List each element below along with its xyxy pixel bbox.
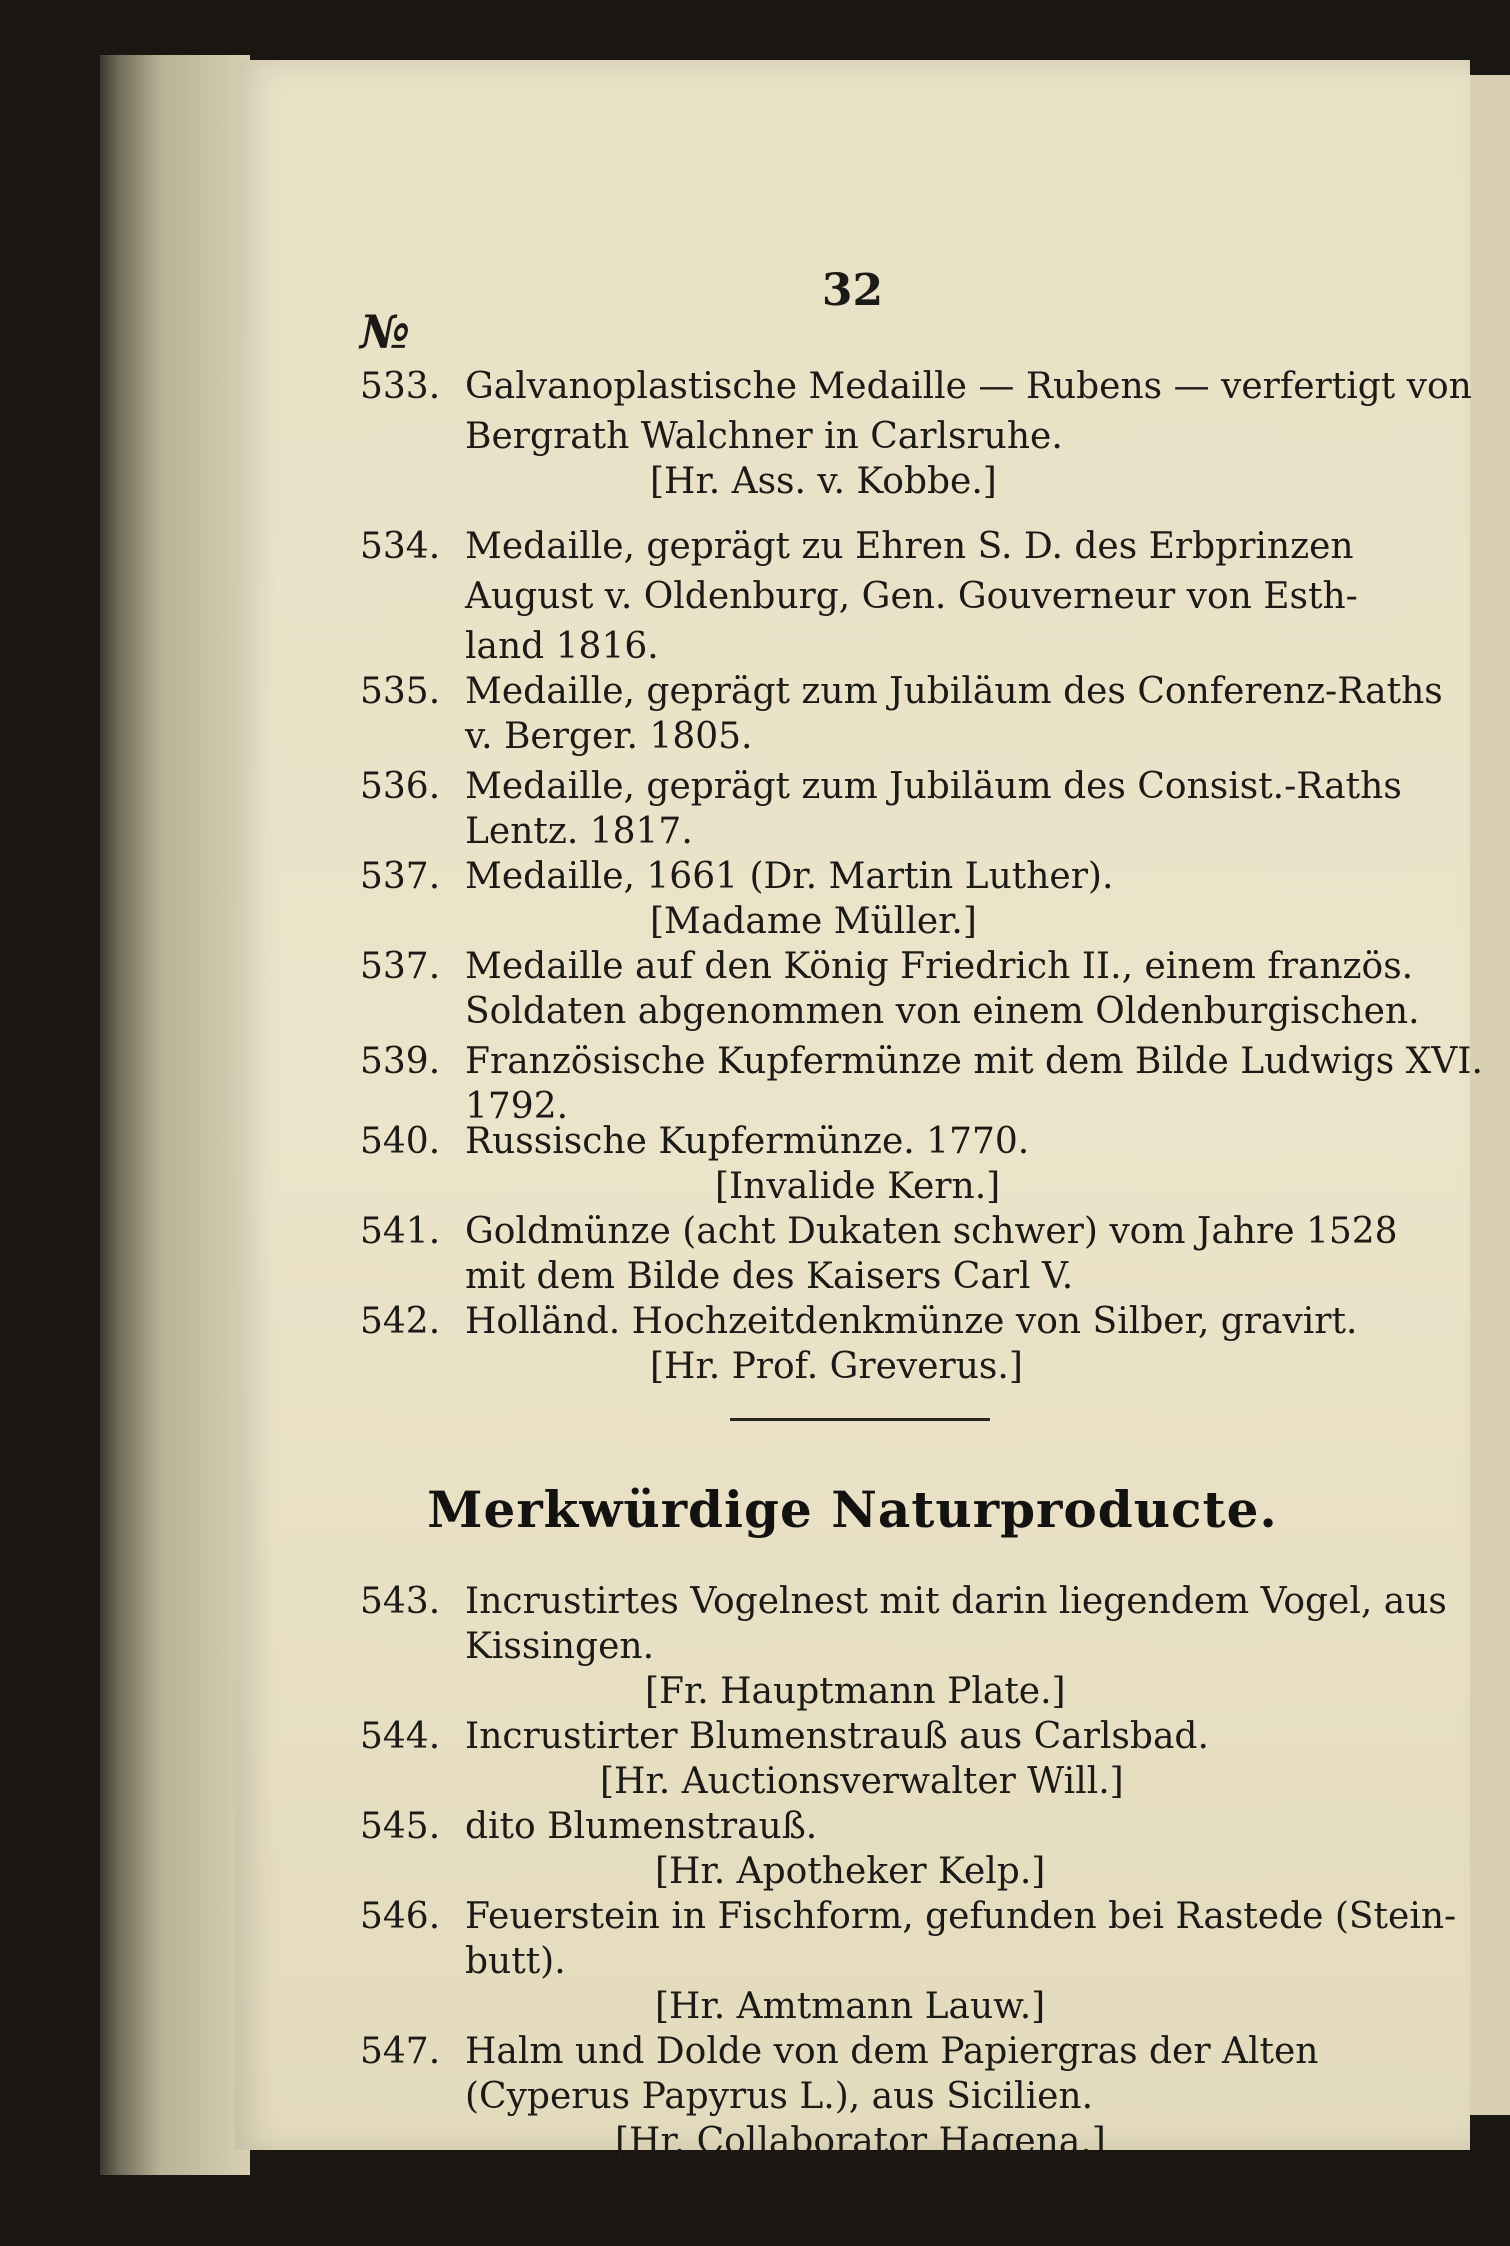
entry-536-number: 536.: [360, 766, 441, 807]
entry-536-line-2: Lentz. 1817.: [465, 811, 693, 852]
entry-541-line-2: mit dem Bilde des Kaisers Carl V.: [465, 1256, 1074, 1297]
entry-547-line-1: Halm und Dolde von dem Papiergras der Alten: [465, 2031, 1319, 2072]
document-page: [235, 60, 1483, 2162]
entry-543-donor: [Fr. Hauptmann Plate.]: [645, 1671, 1066, 1712]
entry-547-number: 547.: [360, 2031, 441, 2072]
entry-545-number: 545.: [360, 1806, 441, 1847]
book-page-edges: [100, 55, 250, 2175]
entry-534-line-3: land 1816.: [465, 626, 659, 667]
entry-541-number: 541.: [360, 1211, 441, 1252]
entry-533-donor: [Hr. Ass. v. Kobbe.]: [650, 461, 997, 502]
entry-544-donor: [Hr. Auctionsverwalter Will.]: [600, 1761, 1124, 1802]
entry-537a-donor: [Madame Müller.]: [650, 901, 977, 942]
page-number: 32: [821, 265, 884, 316]
entry-535-line-1: Medaille, geprägt zum Jubiläum des Conferenz-Raths: [465, 671, 1443, 712]
entry-534-line-1: Medaille, geprägt zu Ehren S. D. des Erbprinzen: [465, 526, 1354, 567]
entry-544-number: 544.: [360, 1716, 441, 1757]
entry-543-line-2: Kissingen.: [465, 1626, 655, 1667]
entry-543-line-1: Incrustirtes Vogelnest mit darin liegendem Vogel, aus: [465, 1581, 1447, 1622]
next-page-edge: [1470, 75, 1510, 2115]
entry-533-line-2: Bergrath Walchner in Carlsruhe.: [465, 416, 1063, 457]
entry-537a-number: 537.: [360, 856, 441, 897]
entry-533-number: 533.: [360, 366, 441, 407]
entry-547-line-2: (Cyperus Papyrus L.), aus Sicilien.: [465, 2076, 1094, 2117]
entry-539-line-2: 1792.: [465, 1086, 569, 1127]
entry-545-line-1: dito Blumenstrauß.: [465, 1806, 818, 1847]
section-heading: Merkwürdige Naturproducte.: [427, 1480, 1278, 1539]
entry-533-line-1: Galvanoplastische Medaille — Rubens — verfertigt von: [465, 366, 1472, 407]
entry-list-naturproducte: [235, 60, 1470, 2162]
entry-540-donor: [Invalide Kern.]: [715, 1166, 1001, 1207]
entry-539-number: 539.: [360, 1041, 441, 1082]
entry-546-number: 546.: [360, 1896, 441, 1937]
entry-541-line-1: Goldmünze (acht Dukaten schwer) vom Jahre 1528: [465, 1211, 1398, 1252]
entry-542-number: 542.: [360, 1301, 441, 1342]
entry-547-donor: [Hr. Collaborator Hagena.]: [615, 2121, 1106, 2162]
entry-537b-line-1: Medaille auf den König Friedrich II., einem französ.: [465, 946, 1414, 987]
entry-542-donor: [Hr. Prof. Greverus.]: [650, 1346, 1023, 1387]
entry-546-donor: [Hr. Amtmann Lauw.]: [655, 1986, 1046, 2027]
entry-543-number: 543.: [360, 1581, 441, 1622]
entry-545-donor: [Hr. Apotheker Kelp.]: [655, 1851, 1046, 1892]
entry-536-line-1: Medaille, geprägt zum Jubiläum des Consist.-Raths: [465, 766, 1402, 807]
entry-537b-number: 537.: [360, 946, 441, 987]
entry-534-line-2: August v. Oldenburg, Gen. Gouverneur von Esth-: [465, 576, 1358, 617]
entry-534-number: 534.: [360, 526, 441, 567]
entry-544-line-1: Incrustirter Blumenstrauß aus Carlsbad.: [465, 1716, 1209, 1757]
entry-540-line-1: Russische Kupfermünze. 1770.: [465, 1121, 1030, 1162]
entry-537a-line-1: Medaille, 1661 (Dr. Martin Luther).: [465, 856, 1114, 897]
entry-546-line-2: butt).: [465, 1941, 566, 1982]
entry-539-line-1: Französische Kupfermünze mit dem Bilde Ludwigs XVI.: [465, 1041, 1483, 1082]
number-sign: №: [360, 305, 410, 359]
entry-540-number: 540.: [360, 1121, 441, 1162]
entry-535-line-2: v. Berger. 1805.: [465, 716, 753, 757]
entry-546-line-1: Feuerstein in Fischform, gefunden bei Rastede (Stein-: [465, 1896, 1457, 1937]
entry-537b-line-2: Soldaten abgenommen von einem Oldenburgischen.: [465, 991, 1420, 1032]
entry-535-number: 535.: [360, 671, 441, 712]
entry-542-line-1: Holländ. Hochzeitdenkmünze von Silber, gravirt.: [465, 1301, 1358, 1342]
